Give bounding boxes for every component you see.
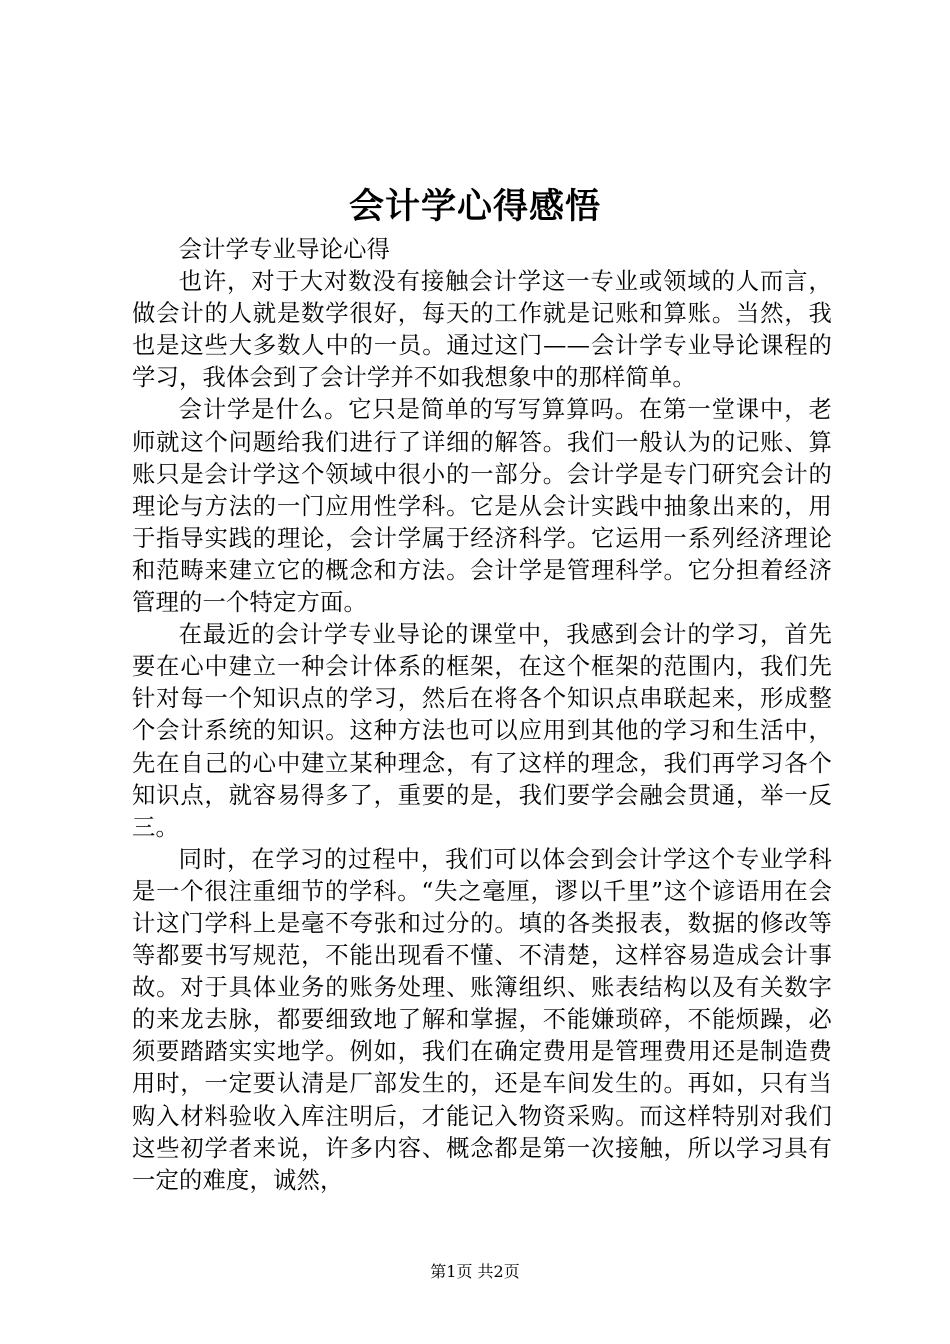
body-paragraph: 在最近的会计学专业导论的课堂中，我感到会计的学习，首先要在心中建立一种会计体系的框架，在这个框架的范围内，我们先针对每一个知识点的学习，然后在将各个知识点串联起来，形成整个会计系统的知识。这种方法也可以应用到其他的学习和生活中，先在自己的心中建立某种理念，有了这样的理念，我们再学习各个知识点，就容易得多了，重要的是，我们要学会融会贯通，举一反三。 (132, 621, 832, 841)
body-paragraph: 同时，在学习的过程中，我们可以体会到会计学这个专业学科是一个很注重细节的学科。“失之毫厘，谬以千里”这个谚语用在会计这门学科上是毫不夸张和过分的。填的各类报表，数据的修改等等都要书写规范，不能出现看不懂、不清楚，这样容易造成会计事故。对于具体业务的账务处理、账簿组织、账表结构以及有关数字的来龙去脉，都要细致地了解和掌握，不能嫌琐碎，不能烦躁，必须要踏踏实实地学。例如，我们在确定费用是管理费用还是制造费用时，一定要认清是厂部发生的，还是车间发生的。再如，只有当购入材料验收入库注明后，才能记入物资采购。而这样特别对我们这些初学者来说，许多内容、概念都是第一次接触，所以学习具有一定的难度，诚然， (132, 845, 832, 1194)
subtitle-paragraph: 会计学专业导论心得 (178, 236, 391, 263)
page-footer: 第1页 共2页 (430, 1262, 520, 1281)
document-title: 会计学心得感悟 (348, 186, 601, 227)
body-paragraph: 也许，对于大对数没有接触会计学这一专业或领域的人而言，做会计的人就是数学很好，每天的工作就是记账和算账。当然，我也是这些大多数人中的一员。通过这门——会计学专业导论课程的学习，我体会到了会计学并不如我想象中的那样简单。 (132, 268, 832, 392)
body-paragraph: 会计学是什么。它只是简单的写写算算吗。在第一堂课中，老师就这个问题给我们进行了详细的解答。我们一般认为的记账、算账只是会计学这个领域中很小的一部分。会计学是专门研究会计的理论与方法的一门应用性学科。它是从会计实践中抽象出来的，用于指导实践的理论，会计学属于经济科学。它运用一系列经济理论和范畴来建立它的概念和方法。会计学是管理科学。它分担着经济管理的一个特定方面。 (132, 396, 832, 617)
document-body (132, 234, 832, 1197)
